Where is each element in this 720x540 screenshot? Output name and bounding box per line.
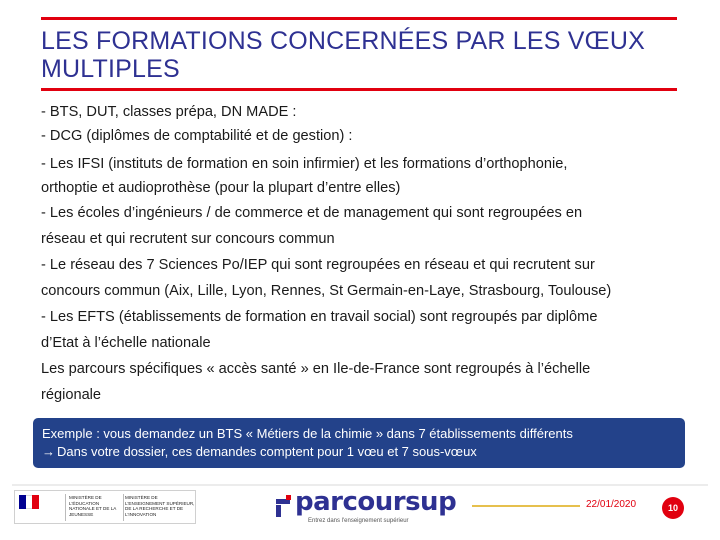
body-line: - BTS, DUT, classes prépa, DN MADE : [41, 104, 297, 120]
parcoursup-tagline: Entrez dans l'enseignement supérieur [308, 518, 409, 524]
body-line: - Les écoles d’ingénieurs / de commerce et de management qui sont regroupées en [41, 205, 583, 221]
callout-line-2-text: Dans votre dossier, ces demandes comptent pour 1 vœu et 7 sous-vœux [57, 444, 477, 459]
ministry-education-logo: MINISTÈRE DE L'ÉDUCATION NATIONALE ET DE LA JEUNESSE [69, 495, 117, 517]
parcoursup-wordmark: parcoursup [295, 487, 457, 517]
title-top-rule [41, 17, 677, 20]
example-callout [33, 418, 685, 468]
callout-line-2 [42, 443, 685, 461]
logo-divider [65, 494, 66, 521]
body-line: réseau et qui recrutent sur concours commun [41, 231, 335, 247]
title-bottom-rule [41, 88, 677, 91]
arrow-right-icon: → [42, 444, 55, 459]
republique-francaise-logo [19, 495, 39, 509]
body-line: - Les IFSI (instituts de formation en soin infirmier) et les formations d’orthophonie, [41, 156, 568, 172]
body-line: d’Etat à l’échelle nationale [41, 335, 211, 351]
ministry-logo-block [14, 490, 196, 524]
body-line: régionale [41, 387, 102, 403]
body-line: - DCG (diplômes de comptabilité et de gestion) : [41, 128, 353, 144]
ministry-higher-education-logo: MINISTÈRE DE L'ENSEIGNEMENT SUPÉRIEUR, DE LA RECHERCHE ET DE L'INNOVATION [125, 495, 195, 517]
body-line: orthoptie et audioprothèse (pour la plupart d’entre elles) [41, 180, 401, 196]
body-line: - Le réseau des 7 Sciences Po/IEP qui sont regroupées en réseau et qui recrutent sur [41, 257, 595, 273]
page-number-badge: 10 [662, 497, 684, 519]
parcoursup-logo [270, 485, 457, 525]
slide-body [41, 100, 691, 408]
body-line: concours commun (Aix, Lille, Lyon, Rennes, St Germain-en-Laye, Strasbourg, Toulouse) [41, 283, 612, 299]
slide-date: 22/01/2020 [586, 499, 637, 510]
callout-line-1: Exemple : vous demandez un BTS « Métiers de la chimie » dans 7 établissements différents [42, 426, 573, 441]
logo-divider [123, 494, 124, 521]
date-accent-line [472, 505, 580, 507]
body-line: - Les EFTS (établissements de formation en travail social) sont regroupés par diplôme [41, 309, 598, 325]
body-line: Les parcours spécifiques « accès santé » en Ile-de-France sont regroupés à l’échelle [41, 361, 591, 377]
slide-title: LES FORMATIONS CONCERNÉES PAR LES VŒUX MULTIPLES [41, 27, 646, 83]
